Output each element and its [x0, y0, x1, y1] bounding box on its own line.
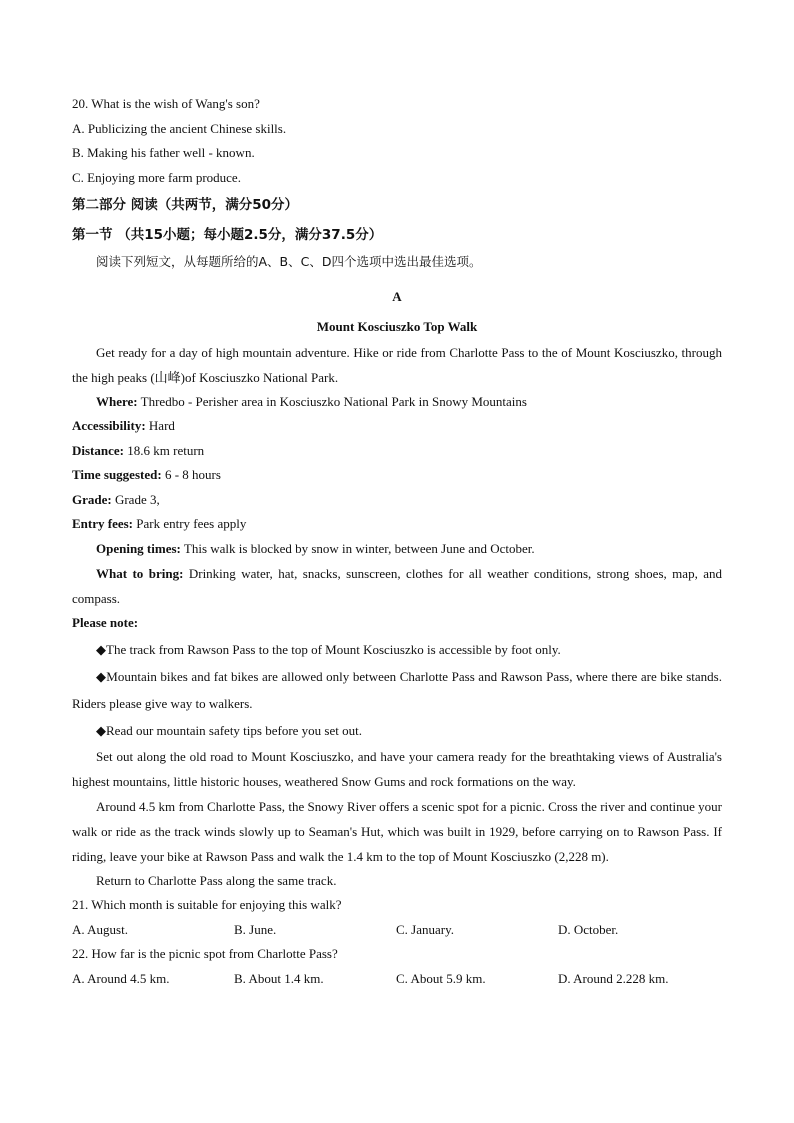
- q21-option-c: C. January.: [396, 921, 455, 937]
- time-row: [72, 463, 722, 488]
- passage-letter: A: [392, 288, 402, 304]
- distance-row: [72, 439, 722, 464]
- q22-options: [72, 967, 722, 992]
- q20-question: 20. What is the wish of Wang's son?: [72, 96, 260, 111]
- q20-option-a: A. Publicizing the ancient Chinese skills.: [72, 120, 287, 136]
- what-to-bring-row: [72, 561, 722, 611]
- q21-option-d: D. October.: [558, 921, 619, 937]
- accessibility-value: Hard: [145, 418, 175, 433]
- q22-question: 22. How far is the picnic spot from Charlotte Pass?: [72, 946, 338, 961]
- entry-fees-label: Entry fees:: [72, 516, 134, 531]
- q20-option-b: B. Making his father well - known.: [72, 145, 255, 160]
- q20-option-c: C. Enjoying more farm produce.: [72, 169, 241, 185]
- grade-row: [72, 488, 722, 513]
- passage-para-1: Set out along the old road to Mount Kosciuszko, and have your camera ready for the breathtaking views of Australia's highest mountains, little historic houses, weathered Snow Gums and rock formations on the way.: [72, 748, 722, 789]
- grade-value: Grade 3,: [111, 491, 160, 507]
- section1-heading: 第一节 （共15小题；每小题2.5分，满分37.5分）: [72, 227, 383, 243]
- note-item-bikes: ◆Mountain bikes and fat bikes are allowed only between Charlotte Pass and Rawson Pass, where there are bike stands. Riders please give way to walkers.: [72, 668, 722, 711]
- where-label: Where:: [96, 393, 138, 409]
- accessibility-label: Accessibility:: [72, 418, 146, 433]
- exam-page: [72, 92, 722, 991]
- reading-instruction: 阅读下列短文，从每题所给的A、B、C、D四个选项中选出最佳选项。: [96, 254, 482, 269]
- q21-option-a: A. August.: [72, 921, 128, 937]
- q22-option-b: B. About 1.4 km.: [234, 970, 324, 986]
- q21-options: [72, 918, 722, 943]
- where-value: Thredbo - Perisher area in Kosciuszko National Park in Snowy Mountains: [137, 393, 527, 409]
- distance-value: 18.6 km return: [124, 442, 205, 458]
- q22-option-c: C. About 5.9 km.: [396, 970, 486, 986]
- where-row: [72, 390, 722, 415]
- q21-option-b: B. June.: [234, 921, 277, 937]
- q21-question: 21. Which month is suitable for enjoying this walk?: [72, 897, 342, 912]
- distance-label: Distance:: [72, 442, 124, 458]
- q22-option-a: A. Around 4.5 km.: [72, 970, 170, 986]
- note-item-safety: ◆Read our mountain safety tips before you set out.: [96, 722, 362, 738]
- accessibility-row: [72, 414, 722, 439]
- opening-times-row: [72, 537, 722, 562]
- please-note-label: Please note:: [72, 615, 139, 630]
- what-to-bring-value: Drinking water, hat, snacks, sunscreen, clothes for all weather conditions, strong shoes, map, and compass.: [72, 566, 723, 606]
- grade-label: Grade:: [72, 491, 112, 507]
- entry-fees-row: [72, 512, 722, 537]
- opening-times-label: Opening times:: [96, 540, 181, 556]
- note-item-foot-only: ◆The track from Rawson Pass to the top of Mount Kosciuszko is accessible by foot only.: [96, 641, 561, 657]
- time-label: Time suggested:: [72, 467, 162, 482]
- passage-title: Mount Kosciuszko Top Walk: [316, 319, 478, 334]
- passage-intro: Get ready for a day of high mountain adventure. Hike or ride from Charlotte Pass to the of Mount Kosciuszko, through the high peaks (山峰)of Kosciuszko National Park.: [72, 344, 722, 385]
- time-value: 6 - 8 hours: [161, 467, 221, 482]
- opening-times-value: This walk is blocked by snow in winter, between June and October.: [180, 540, 535, 556]
- passage-para-3: Return to Charlotte Pass along the same track.: [96, 872, 337, 888]
- part2-heading: 第二部分 阅读（共两节，满分50分）: [72, 197, 298, 213]
- q22-option-d: D. Around 2.228 km.: [558, 970, 669, 986]
- passage-para-2: Around 4.5 km from Charlotte Pass, the Snowy River offers a scenic spot for a picnic. Cross the river and continue your walk or ride as the track winds slowly up to Seaman's Hut, which was built in 1929, before carrying on to Rawson Pass. If riding, leave your bike at Rawson Pass and walk the 1.4 km to the top of Mount Kosciuszko (2,228 m).: [72, 798, 722, 864]
- what-to-bring-label: What to bring:: [96, 566, 184, 581]
- entry-fees-value: Park entry fees apply: [133, 516, 247, 531]
